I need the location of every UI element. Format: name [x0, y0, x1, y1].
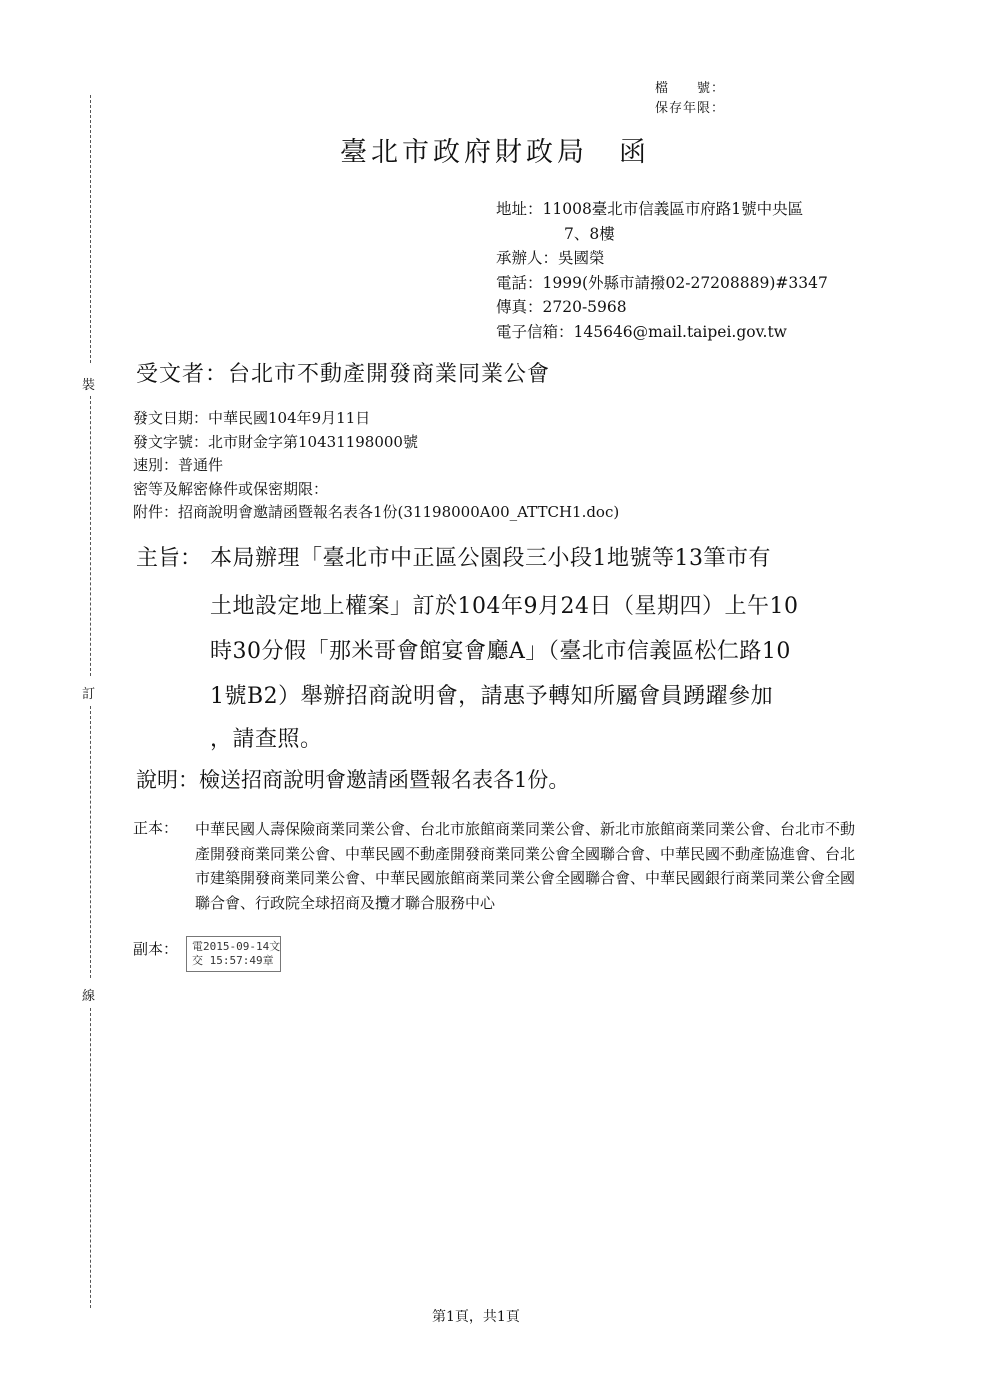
copy-recipients-label: 副本：	[133, 940, 179, 958]
subject-line: ，請查照。	[210, 727, 323, 752]
binding-line-middle	[90, 396, 91, 676]
binding-mark-bottom: 線	[82, 989, 96, 1004]
sender-address: 地址：11008臺北市信義區市府路1號中央區	[496, 200, 804, 218]
stamp-date: 電2015-09-14文	[192, 940, 281, 953]
binding-line-lower	[90, 706, 91, 978]
sender-info	[496, 197, 828, 344]
subject-line: 土地設定地上權案」訂於104年9月24日（星期四）上午10	[210, 594, 799, 619]
recipient: 受文者：台北市不動產開發商業同業公會	[136, 362, 551, 387]
attachment: 附件：招商說明會邀請函暨報名表各1份(31198000A00_ATTCH1.doc)	[133, 503, 620, 521]
binding-line-top	[90, 95, 91, 363]
secrecy-level: 密等及解密條件或保密期限：	[133, 479, 329, 498]
subject-line: 本局辦理「臺北市中正區公園段三小段1地號等13筆市有	[210, 546, 771, 571]
subject-line: 時30分假「那米哥會館宴會廳A」（臺北市信義區松仁路10	[210, 639, 791, 664]
stamp-time: 交 15:57:49章	[192, 954, 274, 967]
sender-phone: 電話：1999(外縣市請撥02-27208889)#3347	[496, 273, 828, 292]
archive-file-no: 檔 號：	[655, 81, 726, 96]
binding-line-bottom	[90, 1008, 91, 1308]
sender-fax: 傳真：2720-5968	[496, 298, 627, 316]
explanation: 說明：檢送招商說明會邀請函暨報名表各1份。	[136, 768, 570, 792]
primary-recipients-list: 中華民國人壽保險商業同業公會、台北市旅館商業同業公會、新北市旅館商業同業公會、台北市不動產開發商業同業公會、中華民國不動產開發商業同業公會全國聯合會、中華民國不動產協進會、台北市建築開發商業同業公會、中華民國旅館商業同業公會全國聯合會、中華民國銀行商業同業公會全國聯合會、行政院全球招商及攬才聯合服務中心	[195, 820, 856, 912]
sender-address-cont: 7、8樓	[564, 224, 615, 243]
delivery-speed: 速別：普通件	[133, 456, 224, 474]
sender-email: 電子信箱：145646@mail.taipei.gov.tw	[496, 322, 787, 341]
page-number: 第1頁，共1頁	[432, 1309, 520, 1325]
archive-retention: 保存年限：	[655, 101, 726, 116]
binding-mark-middle: 訂	[82, 687, 96, 702]
document-number: 發文字號：北市財金字第10431198000號	[133, 432, 418, 451]
issue-date: 發文日期：中華民國104年9月11日	[133, 409, 371, 427]
e-stamp	[186, 936, 281, 972]
subject-line: 1號B2）舉辦招商說明會，請惠予轉知所屬會員踴躍參加	[210, 684, 774, 709]
sender-contact: 承辦人：吳國榮	[496, 249, 605, 267]
subject-label: 主旨：	[136, 546, 203, 571]
document-meta	[133, 407, 619, 525]
binding-mark-top: 裝	[82, 378, 96, 393]
document-title: 臺北市政府財政局 函	[340, 137, 650, 168]
primary-recipients-label: 正本：	[133, 819, 179, 837]
